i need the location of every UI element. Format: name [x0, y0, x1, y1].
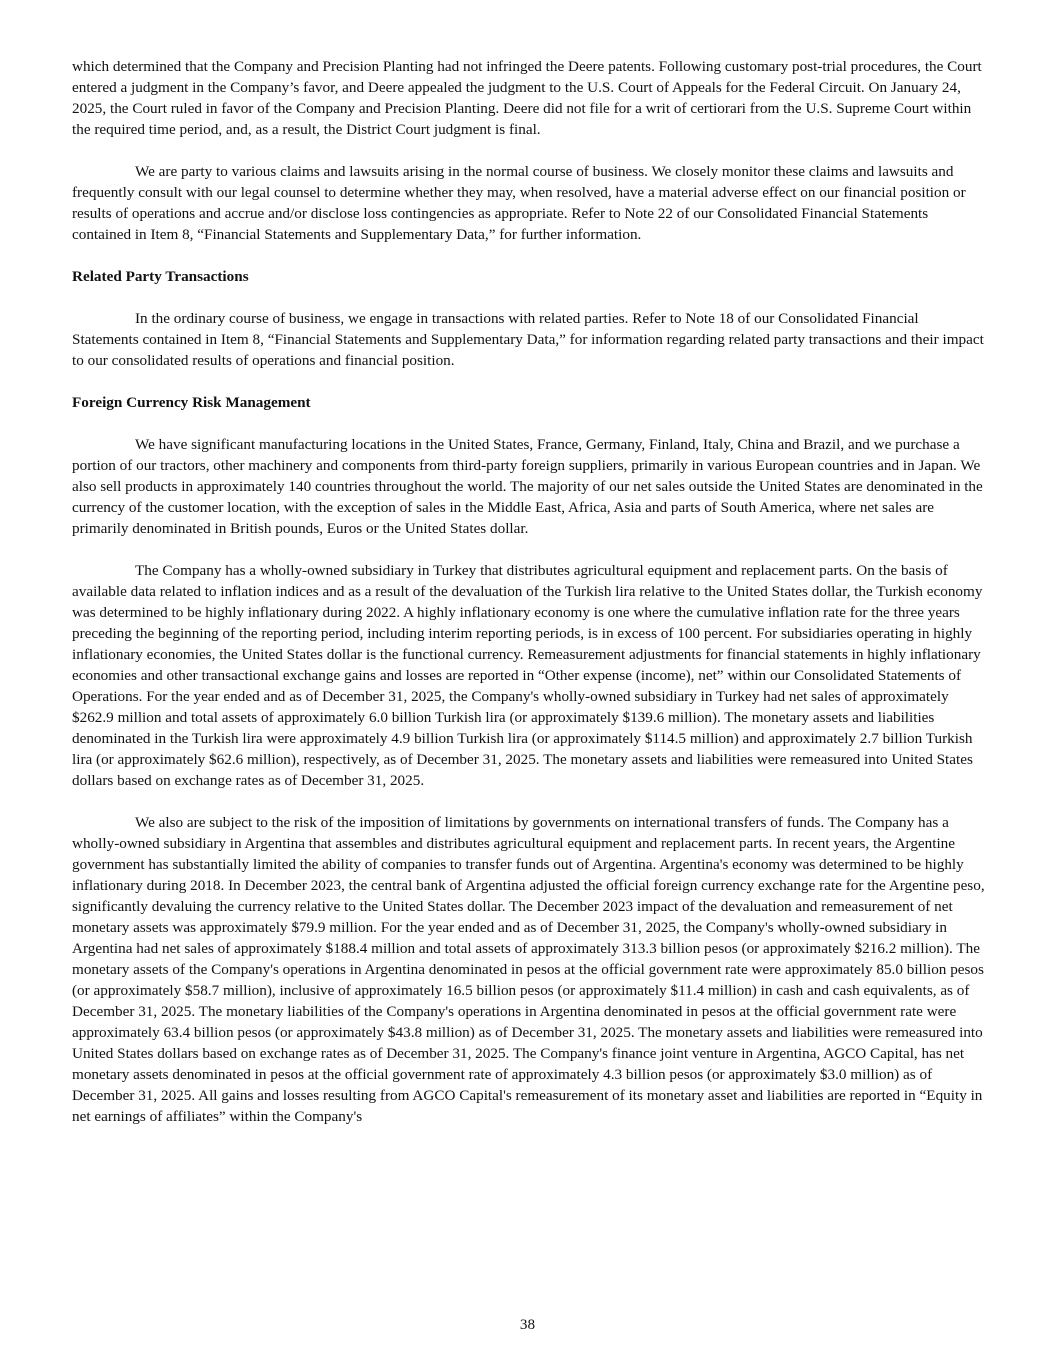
paragraph-turkey-subsidiary: The Company has a wholly-owned subsidiary in Turkey that distributes agricultural equipment and replacement parts. On the basis of available data related to inflation indices and as a result of the devaluation of the Turkish lira relative to the United States dollar, the Turkish economy was determined to be highly inflationary during 2022. A highly inflationary economy is one where the cumulative inflation rate for the three years preceding the beginning of the reporting period, including interim reporting periods, is in excess of 100 percent. For subsidiaries operating in highly inflationary economies, the United States dollar is the functional currency. Remeasurement adjustments for financial statements in highly inflationary economies and other transactional exchange gains and losses are reported in “Other expense (income), net” within our Consolidated Statements of Operations. For the year ended and as of December 31, 2025, the Company's wholly-owned subsidiary in Turkey had net sales of approximately $262.9 million and total assets of approximately 6.0 billion Turkish lira (or approximately $139.6 million). The monetary assets and liabilities denominated in the Turkish lira were approximately 4.9 billion Turkish lira (or approximately $114.5 million) and approximately 2.7 billion Turkish lira (or approximately $62.6 million), respectively, as of December 31, 2025. The monetary assets and liabilities were remeasured into United States dollars based on exchange rates as of December 31, 2025. [72, 562, 983, 789]
document-body [72, 56, 986, 1148]
paragraph-deere-litigation: which determined that the Company and Precision Planting had not infringed the Deere patents. Following customary post-trial procedures, the Court entered a judgment in the Company’s favor, and Deere appealed the judgment to the U.S. Court of Appeals for the Federal Circuit. On January 24, 2025, the Court ruled in favor of the Company and Precision Planting. Deere did not file for a writ of certiorari from the U.S. Supreme Court within the required time period, and, as a result, the District Court judgment is final. [72, 58, 982, 138]
page-number: 38 [519, 1316, 536, 1333]
heading-related-party-transactions: Related Party Transactions [72, 268, 249, 285]
paragraph-related-party: In the ordinary course of business, we engage in transactions with related parties. Refer to Note 18 of our Consolidated Financial Statements contained in Item 8, “Financial Statements and Supplementary Data,” for information regarding related party transactions and their impact to our consolidated results of operations and financial position. [72, 310, 984, 369]
paragraph-argentina-subsidiary: We also are subject to the risk of the imposition of limitations by governments on international transfers of funds. The Company has a wholly-owned subsidiary in Argentina that assembles and distributes agricultural equipment and replacement parts. In recent years, the Argentine government has substantially limited the ability of companies to transfer funds out of Argentina. Argentina's economy was determined to be highly inflationary during 2018. In December 2023, the central bank of Argentina adjusted the official foreign currency exchange rate for the Argentine peso, significantly devaluing the currency relative to the United States dollar. The December 2023 impact of the devaluation and remeasurement of net monetary assets was approximately $79.9 million. For the year ended and as of December 31, 2025, the Company's wholly-owned subsidiary in Argentina had net sales of approximately $188.4 million and total assets of approximately 313.3 billion pesos (or approximately $216.2 million). The monetary assets of the Company's operations in Argentina denominated in pesos at the official government rate were approximately 85.0 billion pesos (or approximately $58.7 million), inclusive of approximately 16.5 billion pesos (or approximately $11.4 million) in cash and cash equivalents, as of December 31, 2025. The monetary liabilities of the Company's operations in Argentina denominated in pesos at the official government rate were approximately 63.4 billion pesos (or approximately $43.8 million) as of December 31, 2025. The monetary assets and liabilities were remeasured into United States dollars based on exchange rates as of December 31, 2025. The Company's finance joint venture in Argentina, AGCO Capital, has net monetary assets denominated in pesos at the official government rate of approximately 4.3 billion pesos (or approximately $3.0 million) as of December 31, 2025. All gains and losses resulting from AGCO Capital's remeasurement of its monetary asset and liabilities are reported in “Equity in net earnings of affiliates” within the Company's [72, 814, 985, 1125]
paragraph-manufacturing-locations: We have significant manufacturing locations in the United States, France, Germany, Finland, Italy, China and Brazil, and we purchase a portion of our tractors, other machinery and components from third-party foreign suppliers, primarily in various European countries and in Japan. We also sell products in approximately 140 countries throughout the world. The majority of our net sales outside the United States are denominated in the currency of the customer location, with the exception of sales in the Middle East, Africa, Asia and parts of South America, where net sales are primarily denominated in British pounds, Euros or the United States dollar. [72, 436, 983, 537]
heading-foreign-currency-risk: Foreign Currency Risk Management [72, 394, 311, 411]
paragraph-claims-lawsuits: We are party to various claims and lawsuits arising in the normal course of business. We closely monitor these claims and lawsuits and frequently consult with our legal counsel to determine whether they may, when resolved, have a material adverse effect on our financial position or results of operations and accrue and/or disclose loss contingencies as appropriate. Refer to Note 22 of our Consolidated Financial Statements contained in Item 8, “Financial Statements and Supplementary Data,” for further information. [72, 163, 966, 243]
